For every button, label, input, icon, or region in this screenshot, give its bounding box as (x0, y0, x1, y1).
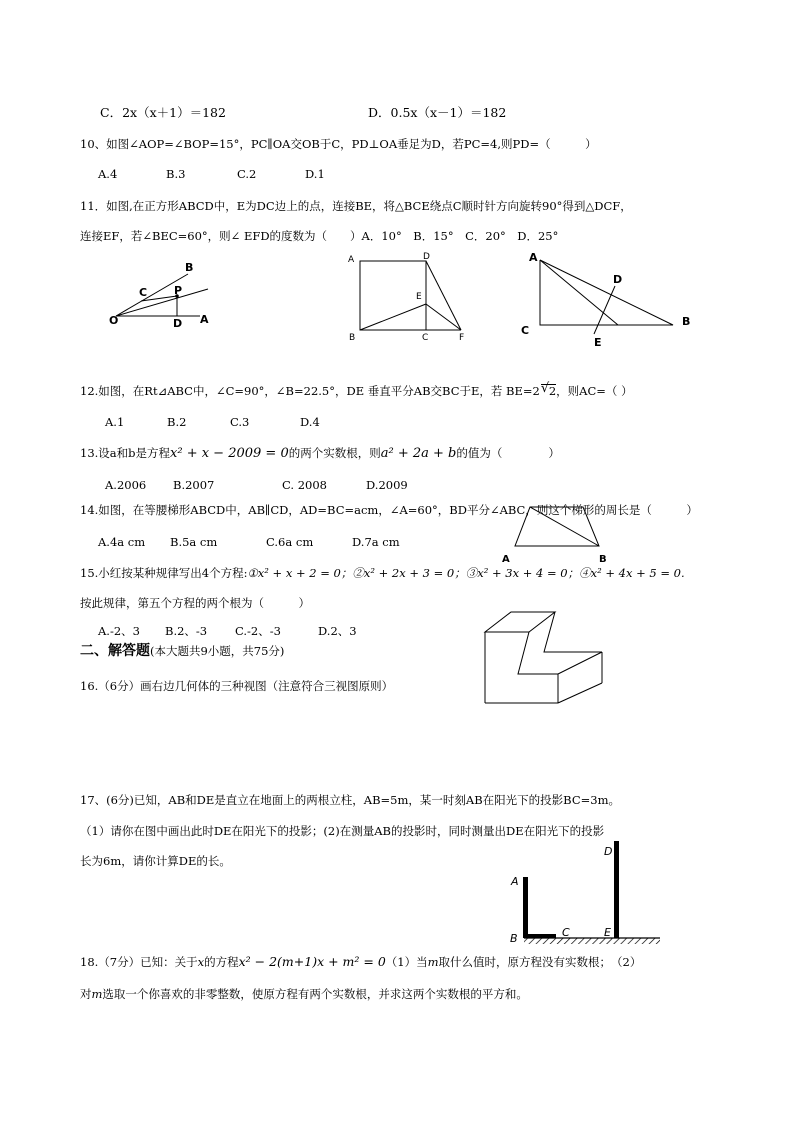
q17-stem-line1: 17、(6分)已知，AB和DE是直立在地面上的两根立柱，AB=5m，某一时刻AB在阳光下的投影BC=3m。 (80, 793, 620, 807)
q10-option-c: C.2 (237, 167, 257, 181)
q12-option-b: B.2 (167, 415, 187, 429)
fig-q12-label-c: C (521, 324, 530, 337)
fig-q14-label-a: A (502, 554, 510, 565)
q12-stem-post: ，则AC=（ ） (556, 384, 633, 398)
figure-q16-solid (478, 606, 606, 708)
fig-q11-label-e: E (416, 292, 422, 302)
figure-q11-square (345, 250, 475, 346)
q13-stem-pre: 13.设a和b是方程 (80, 446, 171, 460)
q9-option-d: D．0.5x（x－1）＝182 (368, 105, 507, 120)
fig-q10-label-a: A (200, 313, 209, 326)
q12-sqrt-radical: √ 2 (540, 381, 557, 398)
q18-var-x: x (197, 955, 205, 969)
fig-q11-label-d: D (423, 252, 430, 262)
fig-q12-label-e: E (594, 336, 602, 349)
fig-q10-label-p: P (174, 284, 183, 297)
q13-stem (80, 445, 560, 462)
q18-stem-line2 (80, 986, 528, 1002)
fig-q12-label-d: D (613, 273, 623, 286)
figure-q17-poles (500, 838, 690, 950)
fig-q17-label-d: D (604, 845, 613, 858)
q13-stem-post: 的值为（ ） (456, 446, 560, 460)
q13-option-c: C. 2008 (282, 478, 327, 492)
q18-part1-post: 取什么值时，原方程没有实数根； （2） (438, 955, 642, 969)
fig-q17-shadow-bc (523, 934, 556, 938)
q12-option-d: D.4 (300, 415, 320, 429)
q18-stem-pre: 18.（7分）已知：关于 (80, 955, 198, 969)
q18-part1-pre: （1）当 (385, 955, 428, 969)
fig-q17-label-a: A (511, 875, 519, 888)
fig-q10-label-b: B (185, 261, 194, 274)
q18-stem-line1 (80, 954, 641, 970)
q15-equation-1: ①x² + x + 2 = 0； (247, 566, 353, 580)
q15-option-b: B.2、-3 (165, 624, 208, 638)
q18-equation: x² − 2(m+1)x + m² = 0 (238, 954, 386, 969)
q13-expression: a² + 2a + b (380, 446, 457, 461)
q14-option-d: D.7a cm (352, 535, 400, 549)
fig-q11-label-c: C (422, 333, 429, 343)
q10-option-b: B.3 (166, 167, 186, 181)
q10-option-a: A.4 (98, 167, 118, 181)
q15-equation-4: ④x² + 4x + 5 = 0. (579, 566, 685, 580)
q18-var-m: m (427, 955, 439, 969)
q10-stem: 10、如图∠AOP=∠BOP=15°，PC∥OA交OB于C，PD⊥OA垂足为D，若PC=4,则PD=（ ） (80, 137, 597, 151)
q15-equation-2: ②x² + 2x + 3 = 0； (352, 566, 466, 580)
q10-option-d: D.1 (305, 167, 325, 181)
q18-line2-pre: 对 (80, 987, 92, 1001)
q14-option-c: C.6a cm (266, 535, 314, 549)
q15-stem-line1 (80, 565, 685, 581)
fig-q10-label-o: O (109, 314, 119, 327)
q11-stem-line1: 11．如图,在正方形ABCD中，E为DC边上的点，连接BE，将△BCE绕点C顺时针方向旋转90°得到△DCF， (80, 199, 632, 213)
fig-q10-label-c: C (139, 286, 148, 299)
q12-option-a: A.1 (105, 415, 125, 429)
q12-option-c: C.3 (230, 415, 250, 429)
fig-q17-pole-ab (523, 877, 528, 938)
q18-line2-post: 选取一个你喜欢的非零整数，使原方程有两个实数根，并求这两个实数根的平方和。 (102, 987, 528, 1001)
q9-option-c: C．2x（x＋1）＝182 (100, 105, 226, 120)
fig-q17-pole-de (614, 841, 619, 938)
q15-option-a: A.-2、3 (98, 624, 140, 638)
q15-option-c: C.-2、-3 (235, 624, 281, 638)
fig-q12-label-b: B (682, 315, 691, 328)
q15-equation-3: ③x² + 3x + 4 = 0； (465, 566, 580, 580)
fig-q11-label-b: B (349, 333, 356, 343)
fig-q17-label-b: B (510, 932, 518, 945)
q12-stem-pre: 12.如图，在Rt⊿ABC中，∠C=90°，∠B=22.5°，DE 垂直平分AB交BC于E，若 BE=2 (80, 384, 540, 398)
q13-equation: x² + x − 2009 = 0 (170, 446, 289, 461)
q18-stem-mid: 的方程 (204, 955, 239, 969)
section-2-note: (本大题共9小题，共75分) (150, 644, 285, 658)
fig-q11-label-a: A (348, 255, 355, 265)
q14-option-a: A.4a cm (98, 535, 146, 549)
fig-q17-ground (524, 938, 660, 944)
section-2-title: 二、解答题 (80, 643, 150, 659)
fig-q14-label-b: B (599, 554, 607, 565)
q12-radicand: 2 (548, 384, 557, 398)
q15-stem-pre: 15.小红按某种规律写出4个方程: (80, 566, 248, 580)
section-2-heading (80, 643, 284, 659)
q18-var-m-2: m (91, 987, 103, 1001)
q11-stem-line2: 连接EF，若∠BEC=60°，则∠ EFD的度数为（ ）A．10° B．15° C．20° D．25° (80, 229, 559, 243)
figure-q12-triangle (515, 248, 700, 348)
fig-q12-label-a: A (529, 251, 538, 264)
fig-q11-label-f: F (459, 333, 465, 343)
fig-q17-label-c: C (562, 926, 570, 939)
q12-stem (80, 383, 633, 399)
q17-stem-line3: 长为6m，请你计算DE的长。 (80, 854, 231, 868)
q13-stem-mid: 的两个实数根，则 (288, 446, 381, 460)
figure-q10-angle (100, 258, 220, 334)
q15-option-d: D.2、3 (318, 624, 357, 638)
q14-stem: 14.如图，在等腰梯形ABCD中，AB∥CD，AD=BC=acm，∠A=60°，BD平分∠ABC，则这个梯形的周长是（ ） (80, 503, 698, 517)
fig-q17-label-e: E (604, 926, 611, 939)
q15-stem-line2: 按此规律，第五个方程的两个根为（ ） (80, 596, 310, 610)
q17-stem-line2: （1）请你在图中画出此时DE在阳光下的投影；(2)在测量AB的投影时，同时测量出DE在阳光下的投影 (80, 824, 605, 838)
q14-option-b: B.5a cm (170, 535, 218, 549)
q13-option-d: D.2009 (366, 478, 408, 492)
q16-stem: 16.（6分）画右边几何体的三种视图（注意符合三视图原则） (80, 679, 394, 693)
q13-option-a: A.2006 (105, 478, 147, 492)
q13-option-b: B.2007 (173, 478, 215, 492)
fig-q10-label-d: D (173, 317, 183, 330)
